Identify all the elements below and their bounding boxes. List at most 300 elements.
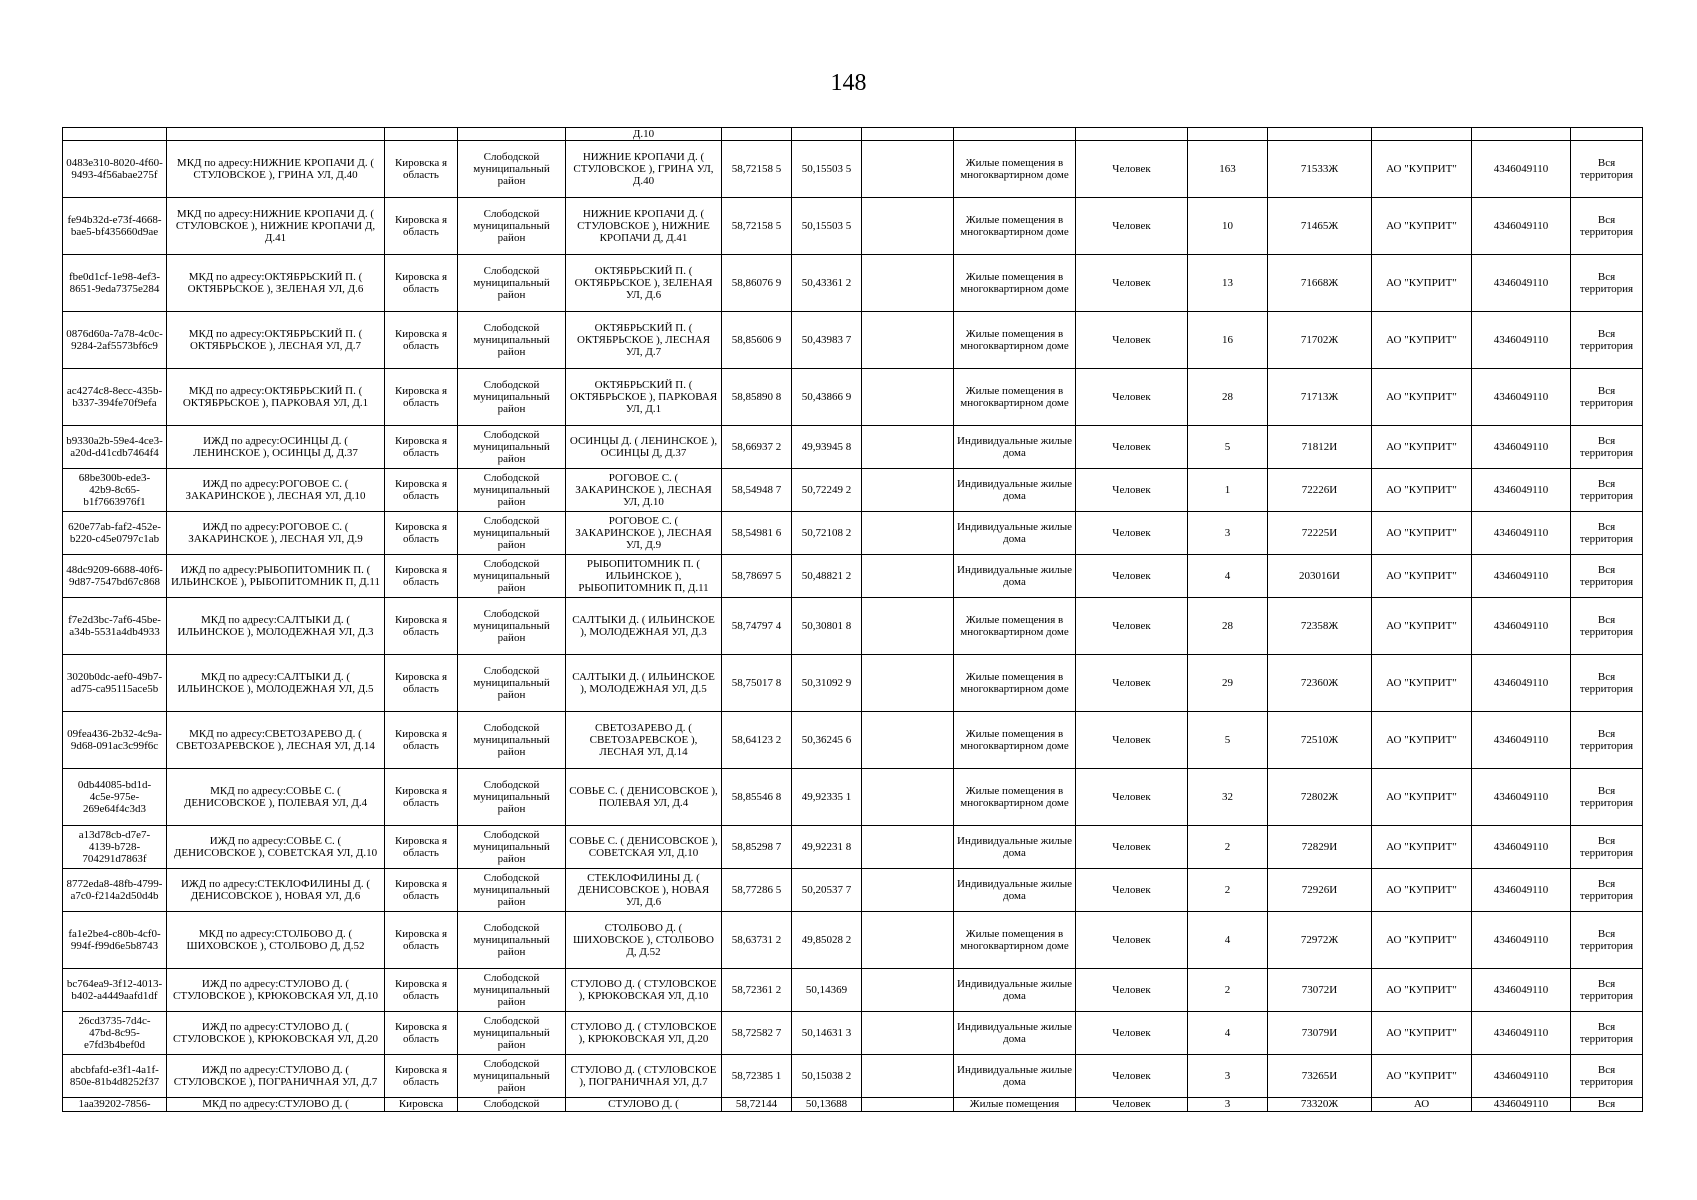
registry-table bbox=[62, 127, 1643, 1112]
territory-cell: Вся территория bbox=[1571, 141, 1643, 198]
address-cell: ОСИНЦЫ Д. ( ЛЕНИНСКОЕ ), ОСИНЦЫ Д, Д.37 bbox=[566, 426, 722, 469]
address-cell: Д.10 bbox=[566, 128, 722, 141]
longitude-cell: 50,20537 7 bbox=[792, 869, 862, 912]
latitude-cell: 58,74797 4 bbox=[722, 598, 792, 655]
district-cell: Слободской муниципальный район bbox=[458, 426, 566, 469]
object-name-cell: ИЖД по адресу:СТУЛОВО Д. ( СТУЛОВСКОЕ ), КРЮКОВСКАЯ УЛ, Д.20 bbox=[167, 1012, 385, 1055]
territory-cell: Вся территория bbox=[1571, 555, 1643, 598]
district-cell: Слободской муниципальный район bbox=[458, 1055, 566, 1098]
unit-cell: Человек bbox=[1076, 141, 1188, 198]
premises-type-cell: Жилые помещения в многоквартирном доме bbox=[954, 369, 1076, 426]
account-code-cell: 72926И bbox=[1268, 869, 1372, 912]
organization-cell: АО "КУПРИТ" bbox=[1372, 826, 1472, 869]
region-cell: Кировска я область bbox=[385, 969, 458, 1012]
address-cell: РОГОВОЕ С. ( ЗАКАРИНСКОЕ ), ЛЕСНАЯ УЛ, Д.9 bbox=[566, 512, 722, 555]
account-code-cell: 72972Ж bbox=[1268, 912, 1372, 969]
extra-cell bbox=[862, 712, 954, 769]
table-row bbox=[63, 512, 1643, 555]
object-id-cell: bc764ea9-3f12-4013-b402-a4449aafd1df bbox=[63, 969, 167, 1012]
district-cell: Слободской муниципальный район bbox=[458, 312, 566, 369]
region-cell: Кировска я область bbox=[385, 255, 458, 312]
organization-cell: АО "КУПРИТ" bbox=[1372, 969, 1472, 1012]
longitude-cell: 49,85028 2 bbox=[792, 912, 862, 969]
organization-cell: АО "КУПРИТ" bbox=[1372, 369, 1472, 426]
unit-cell: Человек bbox=[1076, 369, 1188, 426]
registry-table-body bbox=[63, 128, 1643, 1112]
address-cell: ОКТЯБРЬСКИЙ П. ( ОКТЯБРЬСКОЕ ), ЛЕСНАЯ УЛ, Д.7 bbox=[566, 312, 722, 369]
inn-cell: 4346049110 bbox=[1472, 1098, 1571, 1112]
latitude-cell: 58,72144 bbox=[722, 1098, 792, 1112]
count-cell: 3 bbox=[1188, 1055, 1268, 1098]
unit-cell: Человек bbox=[1076, 598, 1188, 655]
count-cell: 16 bbox=[1188, 312, 1268, 369]
territory-cell: Вся территория bbox=[1571, 312, 1643, 369]
longitude-cell: 49,92335 1 bbox=[792, 769, 862, 826]
latitude-cell: 58,86076 9 bbox=[722, 255, 792, 312]
organization-cell: АО "КУПРИТ" bbox=[1372, 312, 1472, 369]
territory-cell bbox=[1571, 128, 1643, 141]
object-id-cell: fa1e2be4-c80b-4cf0-994f-f99d6e5b8743 bbox=[63, 912, 167, 969]
count-cell: 5 bbox=[1188, 426, 1268, 469]
count-cell: 2 bbox=[1188, 869, 1268, 912]
extra-cell bbox=[862, 369, 954, 426]
account-code-cell: 72360Ж bbox=[1268, 655, 1372, 712]
object-id-cell: fbe0d1cf-1e98-4ef3-8651-9eda7375e284 bbox=[63, 255, 167, 312]
account-code-cell: 71702Ж bbox=[1268, 312, 1372, 369]
region-cell: Кировска я область bbox=[385, 141, 458, 198]
object-name-cell: МКД по адресу:ОКТЯБРЬСКИЙ П. ( ОКТЯБРЬСКОЕ ), ПАРКОВАЯ УЛ, Д.1 bbox=[167, 369, 385, 426]
territory-cell: Вся территория bbox=[1571, 598, 1643, 655]
object-name-cell: МКД по адресу:ОКТЯБРЬСКИЙ П. ( ОКТЯБРЬСКОЕ ), ЗЕЛЕНАЯ УЛ, Д.6 bbox=[167, 255, 385, 312]
unit-cell bbox=[1076, 128, 1188, 141]
organization-cell: АО "КУПРИТ" bbox=[1372, 469, 1472, 512]
table-row bbox=[63, 969, 1643, 1012]
object-name-cell: ИЖД по адресу:СТУЛОВО Д. ( СТУЛОВСКОЕ ), КРЮКОВСКАЯ УЛ, Д.10 bbox=[167, 969, 385, 1012]
premises-type-cell: Индивидуальные жилые дома bbox=[954, 555, 1076, 598]
organization-cell: АО "КУПРИТ" bbox=[1372, 598, 1472, 655]
account-code-cell: 73079И bbox=[1268, 1012, 1372, 1055]
region-cell: Кировска я область bbox=[385, 869, 458, 912]
latitude-cell: 58,77286 5 bbox=[722, 869, 792, 912]
territory-cell: Вся территория bbox=[1571, 469, 1643, 512]
extra-cell bbox=[862, 255, 954, 312]
longitude-cell: 49,92231 8 bbox=[792, 826, 862, 869]
region-cell: Кировска я область bbox=[385, 598, 458, 655]
object-name-cell: МКД по адресу:СОВЬЕ С. ( ДЕНИСОВСКОЕ ), ПОЛЕВАЯ УЛ, Д.4 bbox=[167, 769, 385, 826]
region-cell: Кировска я область bbox=[385, 312, 458, 369]
count-cell: 28 bbox=[1188, 598, 1268, 655]
region-cell: Кировска я область bbox=[385, 555, 458, 598]
unit-cell: Человек bbox=[1076, 469, 1188, 512]
region-cell: Кировска я область bbox=[385, 1055, 458, 1098]
organization-cell: АО "КУПРИТ" bbox=[1372, 912, 1472, 969]
inn-cell: 4346049110 bbox=[1472, 1012, 1571, 1055]
territory-cell: Вся территория bbox=[1571, 255, 1643, 312]
organization-cell: АО "КУПРИТ" bbox=[1372, 512, 1472, 555]
latitude-cell: 58,85606 9 bbox=[722, 312, 792, 369]
account-code-cell: 72829И bbox=[1268, 826, 1372, 869]
count-cell: 163 bbox=[1188, 141, 1268, 198]
object-id-cell: 48dc9209-6688-40f6-9d87-7547bd67c868 bbox=[63, 555, 167, 598]
extra-cell bbox=[862, 141, 954, 198]
page-number: 148 bbox=[830, 70, 867, 96]
district-cell bbox=[458, 128, 566, 141]
region-cell: Кировска я область bbox=[385, 712, 458, 769]
latitude-cell: 58,54948 7 bbox=[722, 469, 792, 512]
table-row bbox=[63, 769, 1643, 826]
premises-type-cell: Жилые помещения bbox=[954, 1098, 1076, 1112]
extra-cell bbox=[862, 826, 954, 869]
count-cell: 4 bbox=[1188, 555, 1268, 598]
object-id-cell: ac4274c8-8ecc-435b-b337-394fe70f9efa bbox=[63, 369, 167, 426]
address-cell: ОКТЯБРЬСКИЙ П. ( ОКТЯБРЬСКОЕ ), ПАРКОВАЯ УЛ, Д.1 bbox=[566, 369, 722, 426]
account-code-cell bbox=[1268, 128, 1372, 141]
inn-cell bbox=[1472, 128, 1571, 141]
latitude-cell: 58,72158 5 bbox=[722, 198, 792, 255]
account-code-cell: 71713Ж bbox=[1268, 369, 1372, 426]
object-name-cell: МКД по адресу:НИЖНИЕ КРОПАЧИ Д. ( СТУЛОВСКОЕ ), ГРИНА УЛ, Д.40 bbox=[167, 141, 385, 198]
longitude-cell: 50,15503 5 bbox=[792, 198, 862, 255]
account-code-cell: 73072И bbox=[1268, 969, 1372, 1012]
premises-type-cell: Жилые помещения в многоквартирном доме bbox=[954, 598, 1076, 655]
premises-type-cell: Жилые помещения в многоквартирном доме bbox=[954, 255, 1076, 312]
district-cell: Слободской муниципальный район bbox=[458, 512, 566, 555]
account-code-cell: 72802Ж bbox=[1268, 769, 1372, 826]
address-cell: СТУЛОВО Д. ( СТУЛОВСКОЕ ), КРЮКОВСКАЯ УЛ, Д.10 bbox=[566, 969, 722, 1012]
latitude-cell: 58,72385 1 bbox=[722, 1055, 792, 1098]
inn-cell: 4346049110 bbox=[1472, 869, 1571, 912]
district-cell: Слободской муниципальный район bbox=[458, 598, 566, 655]
region-cell: Кировска я область bbox=[385, 655, 458, 712]
premises-type-cell: Жилые помещения в многоквартирном доме bbox=[954, 312, 1076, 369]
address-cell: СОВЬЕ С. ( ДЕНИСОВСКОЕ ), ПОЛЕВАЯ УЛ, Д.4 bbox=[566, 769, 722, 826]
object-name-cell: МКД по адресу:НИЖНИЕ КРОПАЧИ Д. ( СТУЛОВСКОЕ ), НИЖНИЕ КРОПАЧИ Д, Д.41 bbox=[167, 198, 385, 255]
territory-cell: Вся территория bbox=[1571, 869, 1643, 912]
table-row bbox=[63, 369, 1643, 426]
territory-cell: Вся территория bbox=[1571, 655, 1643, 712]
count-cell: 3 bbox=[1188, 512, 1268, 555]
inn-cell: 4346049110 bbox=[1472, 769, 1571, 826]
extra-cell bbox=[862, 912, 954, 969]
premises-type-cell: Индивидуальные жилые дома bbox=[954, 1055, 1076, 1098]
object-name-cell: МКД по адресу:СТОЛБОВО Д. ( ШИХОВСКОЕ ), СТОЛБОВО Д, Д.52 bbox=[167, 912, 385, 969]
account-code-cell: 72510Ж bbox=[1268, 712, 1372, 769]
address-cell: СТУЛОВО Д. ( СТУЛОВСКОЕ ), ПОГРАНИЧНАЯ УЛ, Д.7 bbox=[566, 1055, 722, 1098]
extra-cell bbox=[862, 312, 954, 369]
account-code-cell: 72226И bbox=[1268, 469, 1372, 512]
latitude-cell: 58,75017 8 bbox=[722, 655, 792, 712]
premises-type-cell: Индивидуальные жилые дома bbox=[954, 512, 1076, 555]
inn-cell: 4346049110 bbox=[1472, 198, 1571, 255]
organization-cell bbox=[1372, 128, 1472, 141]
unit-cell: Человек bbox=[1076, 312, 1188, 369]
address-cell: СТУЛОВО Д. ( СТУЛОВСКОЕ ), КРЮКОВСКАЯ УЛ, Д.20 bbox=[566, 1012, 722, 1055]
object-id-cell: f7e2d3bc-7af6-45be-a34b-5531a4db4933 bbox=[63, 598, 167, 655]
premises-type-cell: Индивидуальные жилые дома bbox=[954, 1012, 1076, 1055]
inn-cell: 4346049110 bbox=[1472, 512, 1571, 555]
object-id-cell: a13d78cb-d7e7-4139-b728-704291d7863f bbox=[63, 826, 167, 869]
premises-type-cell: Жилые помещения в многоквартирном доме bbox=[954, 198, 1076, 255]
region-cell: Кировска я область bbox=[385, 826, 458, 869]
object-name-cell: МКД по адресу:ОКТЯБРЬСКИЙ П. ( ОКТЯБРЬСКОЕ ), ЛЕСНАЯ УЛ, Д.7 bbox=[167, 312, 385, 369]
extra-cell bbox=[862, 869, 954, 912]
district-cell: Слободской bbox=[458, 1098, 566, 1112]
latitude-cell: 58,54981 6 bbox=[722, 512, 792, 555]
extra-cell bbox=[862, 555, 954, 598]
inn-cell: 4346049110 bbox=[1472, 369, 1571, 426]
premises-type-cell: Индивидуальные жилые дома bbox=[954, 469, 1076, 512]
organization-cell: АО "КУПРИТ" bbox=[1372, 1012, 1472, 1055]
premises-type-cell: Жилые помещения в многоквартирном доме bbox=[954, 141, 1076, 198]
object-id-cell: 0483e310-8020-4f60-9493-4f56abae275f bbox=[63, 141, 167, 198]
account-code-cell: 72225И bbox=[1268, 512, 1372, 555]
table-row bbox=[63, 141, 1643, 198]
count-cell: 1 bbox=[1188, 469, 1268, 512]
object-name-cell: ИЖД по адресу:СТУЛОВО Д. ( СТУЛОВСКОЕ ), ПОГРАНИЧНАЯ УЛ, Д.7 bbox=[167, 1055, 385, 1098]
region-cell: Кировска я область bbox=[385, 469, 458, 512]
district-cell: Слободской муниципальный район bbox=[458, 255, 566, 312]
organization-cell: АО "КУПРИТ" bbox=[1372, 655, 1472, 712]
organization-cell: АО "КУПРИТ" bbox=[1372, 712, 1472, 769]
district-cell: Слободской муниципальный район bbox=[458, 198, 566, 255]
extra-cell bbox=[862, 1055, 954, 1098]
latitude-cell: 58,85546 8 bbox=[722, 769, 792, 826]
object-id-cell: 620e77ab-faf2-452e-b220-c45e0797c1ab bbox=[63, 512, 167, 555]
account-code-cell: 203016И bbox=[1268, 555, 1372, 598]
address-cell: ОКТЯБРЬСКИЙ П. ( ОКТЯБРЬСКОЕ ), ЗЕЛЕНАЯ УЛ, Д.6 bbox=[566, 255, 722, 312]
longitude-cell: 50,43361 2 bbox=[792, 255, 862, 312]
longitude-cell: 50,72108 2 bbox=[792, 512, 862, 555]
inn-cell: 4346049110 bbox=[1472, 969, 1571, 1012]
organization-cell: АО "КУПРИТ" bbox=[1372, 198, 1472, 255]
district-cell: Слободской муниципальный район bbox=[458, 869, 566, 912]
region-cell: Кировска я область bbox=[385, 769, 458, 826]
territory-cell: Вся территория bbox=[1571, 1055, 1643, 1098]
territory-cell: Вся bbox=[1571, 1098, 1643, 1112]
latitude-cell: 58,85890 8 bbox=[722, 369, 792, 426]
count-cell: 29 bbox=[1188, 655, 1268, 712]
object-id-cell: abcbfafd-e3f1-4a1f-850e-81b4d8252f37 bbox=[63, 1055, 167, 1098]
unit-cell: Человек bbox=[1076, 198, 1188, 255]
table-row bbox=[63, 198, 1643, 255]
table-row bbox=[63, 469, 1643, 512]
organization-cell: АО "КУПРИТ" bbox=[1372, 769, 1472, 826]
longitude-cell: 50,13688 bbox=[792, 1098, 862, 1112]
inn-cell: 4346049110 bbox=[1472, 912, 1571, 969]
count-cell: 2 bbox=[1188, 969, 1268, 1012]
inn-cell: 4346049110 bbox=[1472, 312, 1571, 369]
latitude-cell: 58,64123 2 bbox=[722, 712, 792, 769]
table-row bbox=[63, 1098, 1643, 1112]
region-cell: Кировска я область bbox=[385, 1012, 458, 1055]
organization-cell: АО "КУПРИТ" bbox=[1372, 426, 1472, 469]
unit-cell: Человек bbox=[1076, 869, 1188, 912]
account-code-cell: 71668Ж bbox=[1268, 255, 1372, 312]
latitude-cell: 58,63731 2 bbox=[722, 912, 792, 969]
account-code-cell: 71465Ж bbox=[1268, 198, 1372, 255]
region-cell bbox=[385, 128, 458, 141]
premises-type-cell: Жилые помещения в многоквартирном доме bbox=[954, 712, 1076, 769]
district-cell: Слободской муниципальный район bbox=[458, 369, 566, 426]
latitude-cell: 58,72158 5 bbox=[722, 141, 792, 198]
premises-type-cell: Жилые помещения в многоквартирном доме bbox=[954, 655, 1076, 712]
inn-cell: 4346049110 bbox=[1472, 598, 1571, 655]
unit-cell: Человек bbox=[1076, 826, 1188, 869]
premises-type-cell: Жилые помещения в многоквартирном доме bbox=[954, 912, 1076, 969]
address-cell: НИЖНИЕ КРОПАЧИ Д. ( СТУЛОВСКОЕ ), ГРИНА УЛ, Д.40 bbox=[566, 141, 722, 198]
district-cell: Слободской муниципальный район bbox=[458, 826, 566, 869]
continuation-row bbox=[63, 128, 1643, 141]
district-cell: Слободской муниципальный район bbox=[458, 912, 566, 969]
territory-cell: Вся территория bbox=[1571, 912, 1643, 969]
object-id-cell bbox=[63, 128, 167, 141]
region-cell: Кировска я область bbox=[385, 512, 458, 555]
territory-cell: Вся территория bbox=[1571, 1012, 1643, 1055]
inn-cell: 4346049110 bbox=[1472, 469, 1571, 512]
count-cell: 3 bbox=[1188, 1098, 1268, 1112]
object-id-cell: 26cd3735-7d4c-47bd-8c95-e7fd3b4bef0d bbox=[63, 1012, 167, 1055]
organization-cell: АО bbox=[1372, 1098, 1472, 1112]
unit-cell: Человек bbox=[1076, 1012, 1188, 1055]
table-row bbox=[63, 1055, 1643, 1098]
address-cell: СТУЛОВО Д. ( bbox=[566, 1098, 722, 1112]
unit-cell: Человек bbox=[1076, 1055, 1188, 1098]
latitude-cell: 58,85298 7 bbox=[722, 826, 792, 869]
count-cell: 5 bbox=[1188, 712, 1268, 769]
table-row bbox=[63, 426, 1643, 469]
inn-cell: 4346049110 bbox=[1472, 655, 1571, 712]
premises-type-cell: Индивидуальные жилые дома bbox=[954, 826, 1076, 869]
longitude-cell: 50,14631 3 bbox=[792, 1012, 862, 1055]
account-code-cell: 71812И bbox=[1268, 426, 1372, 469]
longitude-cell: 50,36245 6 bbox=[792, 712, 862, 769]
table-row bbox=[63, 912, 1643, 969]
address-cell: САЛТЫКИ Д. ( ИЛЬИНСКОЕ ), МОЛОДЕЖНАЯ УЛ, Д.5 bbox=[566, 655, 722, 712]
address-cell: НИЖНИЕ КРОПАЧИ Д. ( СТУЛОВСКОЕ ), НИЖНИЕ КРОПАЧИ Д, Д.41 bbox=[566, 198, 722, 255]
longitude-cell: 50,15038 2 bbox=[792, 1055, 862, 1098]
object-name-cell: ИЖД по адресу:СОВЬЕ С. ( ДЕНИСОВСКОЕ ), СОВЕТСКАЯ УЛ, Д.10 bbox=[167, 826, 385, 869]
table-row bbox=[63, 555, 1643, 598]
longitude-cell: 50,72249 2 bbox=[792, 469, 862, 512]
district-cell: Слободской муниципальный район bbox=[458, 555, 566, 598]
object-id-cell: 3020b0dc-aef0-49b7-ad75-ca95115ace5b bbox=[63, 655, 167, 712]
district-cell: Слободской муниципальный район bbox=[458, 969, 566, 1012]
count-cell: 32 bbox=[1188, 769, 1268, 826]
table-row bbox=[63, 826, 1643, 869]
address-cell: РОГОВОЕ С. ( ЗАКАРИНСКОЕ ), ЛЕСНАЯ УЛ, Д.10 bbox=[566, 469, 722, 512]
object-name-cell: ИЖД по адресу:РОГОВОЕ С. ( ЗАКАРИНСКОЕ ), ЛЕСНАЯ УЛ, Д.10 bbox=[167, 469, 385, 512]
extra-cell bbox=[862, 512, 954, 555]
territory-cell: Вся территория bbox=[1571, 369, 1643, 426]
count-cell: 4 bbox=[1188, 912, 1268, 969]
longitude-cell: 50,43983 7 bbox=[792, 312, 862, 369]
object-id-cell: 1aa39202-7856- bbox=[63, 1098, 167, 1112]
extra-cell bbox=[862, 769, 954, 826]
organization-cell: АО "КУПРИТ" bbox=[1372, 255, 1472, 312]
organization-cell: АО "КУПРИТ" bbox=[1372, 1055, 1472, 1098]
longitude-cell: 50,43866 9 bbox=[792, 369, 862, 426]
object-name-cell: МКД по адресу:САЛТЫКИ Д. ( ИЛЬИНСКОЕ ), МОЛОДЕЖНАЯ УЛ, Д.5 bbox=[167, 655, 385, 712]
address-cell: СТЕКЛОФИЛИНЫ Д. ( ДЕНИСОВСКОЕ ), НОВАЯ УЛ, Д.6 bbox=[566, 869, 722, 912]
district-cell: Слободской муниципальный район bbox=[458, 655, 566, 712]
object-name-cell: ИЖД по адресу:СТЕКЛОФИЛИНЫ Д. ( ДЕНИСОВСКОЕ ), НОВАЯ УЛ, Д.6 bbox=[167, 869, 385, 912]
inn-cell: 4346049110 bbox=[1472, 426, 1571, 469]
inn-cell: 4346049110 bbox=[1472, 555, 1571, 598]
organization-cell: АО "КУПРИТ" bbox=[1372, 141, 1472, 198]
latitude-cell: 58,72582 7 bbox=[722, 1012, 792, 1055]
object-id-cell: 0876d60a-7a78-4c0c-9284-2af5573bf6c9 bbox=[63, 312, 167, 369]
organization-cell: АО "КУПРИТ" bbox=[1372, 869, 1472, 912]
longitude-cell: 50,31092 9 bbox=[792, 655, 862, 712]
extra-cell bbox=[862, 1098, 954, 1112]
territory-cell: Вся территория bbox=[1571, 826, 1643, 869]
object-name-cell bbox=[167, 128, 385, 141]
latitude-cell bbox=[722, 128, 792, 141]
region-cell: Кировска я область bbox=[385, 369, 458, 426]
unit-cell: Человек bbox=[1076, 1098, 1188, 1112]
table-row bbox=[63, 598, 1643, 655]
table-row bbox=[63, 1012, 1643, 1055]
object-name-cell: МКД по адресу:СТУЛОВО Д. ( bbox=[167, 1098, 385, 1112]
inn-cell: 4346049110 bbox=[1472, 826, 1571, 869]
unit-cell: Человек bbox=[1076, 512, 1188, 555]
premises-type-cell: Индивидуальные жилые дома bbox=[954, 869, 1076, 912]
inn-cell: 4346049110 bbox=[1472, 141, 1571, 198]
territory-cell: Вся территория bbox=[1571, 512, 1643, 555]
latitude-cell: 58,66937 2 bbox=[722, 426, 792, 469]
unit-cell: Человек bbox=[1076, 555, 1188, 598]
unit-cell: Человек bbox=[1076, 769, 1188, 826]
longitude-cell: 49,93945 8 bbox=[792, 426, 862, 469]
count-cell: 4 bbox=[1188, 1012, 1268, 1055]
object-id-cell: fe94b32d-e73f-4668-bae5-bf435660d9ae bbox=[63, 198, 167, 255]
count-cell: 13 bbox=[1188, 255, 1268, 312]
premises-type-cell: Индивидуальные жилые дома bbox=[954, 969, 1076, 1012]
table-row bbox=[63, 655, 1643, 712]
district-cell: Слободской муниципальный район bbox=[458, 712, 566, 769]
object-id-cell: 09fea436-2b32-4c9a-9d68-091ac3c99f6c bbox=[63, 712, 167, 769]
extra-cell bbox=[862, 1012, 954, 1055]
unit-cell: Человек bbox=[1076, 655, 1188, 712]
district-cell: Слободской муниципальный район bbox=[458, 141, 566, 198]
latitude-cell: 58,72361 2 bbox=[722, 969, 792, 1012]
territory-cell: Вся территория bbox=[1571, 769, 1643, 826]
count-cell: 28 bbox=[1188, 369, 1268, 426]
territory-cell: Вся территория bbox=[1571, 712, 1643, 769]
extra-cell bbox=[862, 198, 954, 255]
longitude-cell: 50,15503 5 bbox=[792, 141, 862, 198]
extra-cell bbox=[862, 969, 954, 1012]
account-code-cell: 72358Ж bbox=[1268, 598, 1372, 655]
premises-type-cell: Индивидуальные жилые дома bbox=[954, 426, 1076, 469]
region-cell: Кировска bbox=[385, 1098, 458, 1112]
longitude-cell: 50,14369 bbox=[792, 969, 862, 1012]
object-name-cell: МКД по адресу:СВЕТОЗАРЕВО Д. ( СВЕТОЗАРЕВСКОЕ ), ЛЕСНАЯ УЛ, Д.14 bbox=[167, 712, 385, 769]
count-cell bbox=[1188, 128, 1268, 141]
unit-cell: Человек bbox=[1076, 969, 1188, 1012]
territory-cell: Вся территория bbox=[1571, 969, 1643, 1012]
account-code-cell: 73265И bbox=[1268, 1055, 1372, 1098]
object-id-cell: 68be300b-ede3-42b9-8c65-b1f7663976f1 bbox=[63, 469, 167, 512]
object-id-cell: 8772eda8-48fb-4799-a7c0-f214a2d50d4b bbox=[63, 869, 167, 912]
address-cell: РЫБОПИТОМНИК П. ( ИЛЬИНСКОЕ ), РЫБОПИТОМНИК П, Д.11 bbox=[566, 555, 722, 598]
object-id-cell: 0db44085-bd1d-4c5e-975e-269e64f4c3d3 bbox=[63, 769, 167, 826]
unit-cell: Человек bbox=[1076, 426, 1188, 469]
object-name-cell: МКД по адресу:САЛТЫКИ Д. ( ИЛЬИНСКОЕ ), МОЛОДЕЖНАЯ УЛ, Д.3 bbox=[167, 598, 385, 655]
extra-cell bbox=[862, 598, 954, 655]
count-cell: 2 bbox=[1188, 826, 1268, 869]
account-code-cell: 73320Ж bbox=[1268, 1098, 1372, 1112]
